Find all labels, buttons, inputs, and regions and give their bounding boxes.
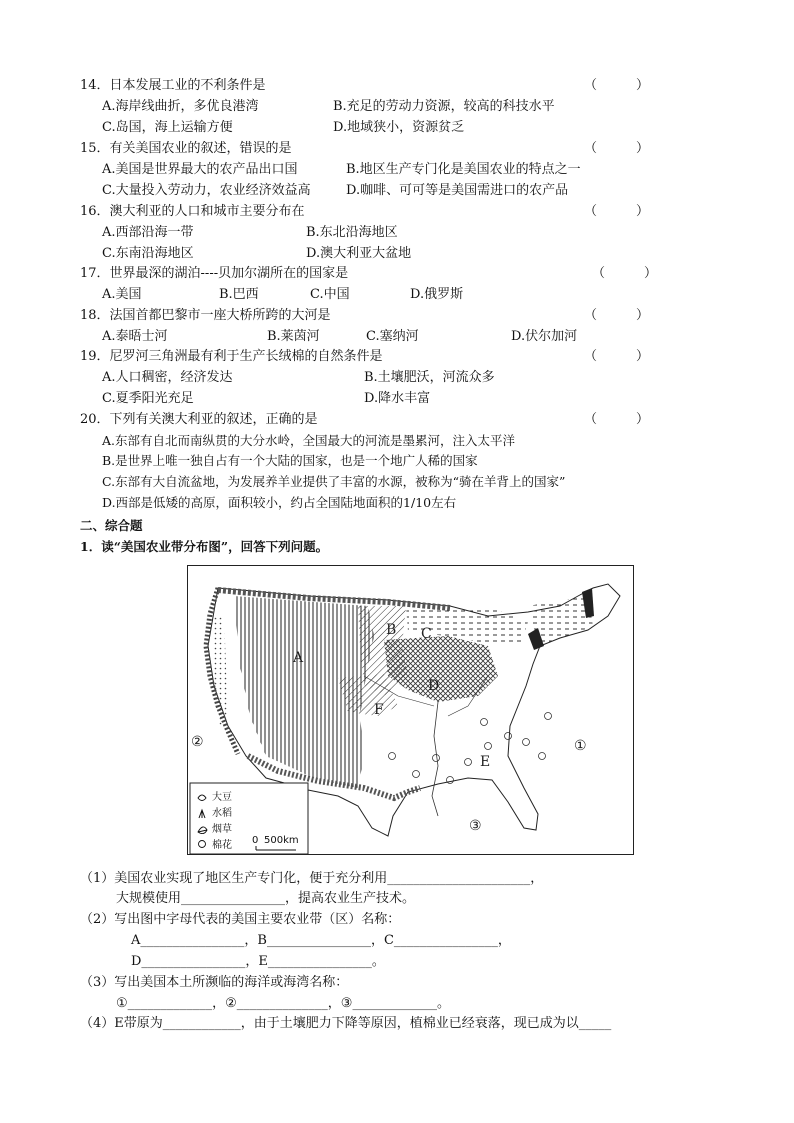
option-d: D.伏尔加河 — [511, 329, 578, 344]
option-b: B.地区生产专门化是美国农业的特点之一 — [346, 162, 581, 177]
answer-paren: （ ） — [584, 141, 650, 156]
option-c: C.大量投入劳动力，农业经济效益高 — [102, 183, 311, 198]
option-d: D.西部是低矮的高原，面积较小，约占全国陆地面积的1/10左右 — [102, 495, 457, 510]
subq-4: （4）E带原为____________，由于土壤肥力下降等原因，植棉业已经衰落，现已成为以_____ — [80, 1016, 612, 1031]
subq-2: （2）写出图中字母代表的美国主要农业带（区）名称： — [80, 912, 401, 927]
map-letter-c: C — [421, 626, 432, 642]
answer-paren: （ ） — [584, 412, 650, 427]
legend-label-soybean: 大豆 — [212, 792, 232, 803]
subq-2-line-2: D________________，E________________。 — [131, 954, 385, 969]
option-d: D.地域狭小，资源贫乏 — [333, 120, 465, 135]
map-letter-b: B — [386, 622, 397, 638]
legend-label-cotton: 棉花 — [212, 840, 232, 851]
option-a: A.东部有自北而南纵贯的大分水岭，全国最大的河流是墨累河，注入太平洋 — [102, 433, 516, 448]
option-d: D.澳大利亚大盆地 — [306, 246, 412, 261]
option-a: A.西部沿海一带 — [102, 225, 194, 240]
map-letter-e: E — [480, 754, 491, 770]
option-a: A.美国是世界最大的农产品出口国 — [102, 162, 298, 177]
option-c: C.岛国，海上运输方便 — [102, 120, 233, 135]
option-d: D.俄罗斯 — [410, 287, 464, 302]
us-agriculture-belt-map — [187, 565, 634, 855]
map-legend — [190, 783, 308, 854]
option-c: C.中国 — [310, 287, 350, 302]
option-a: A.人口稠密，经济发达 — [102, 370, 233, 385]
subq-3-line-1: ①_____________，②______________，③_____________。 — [116, 996, 450, 1011]
scale-label: 500km — [264, 835, 299, 846]
option-a: A.海岸线曲折，多优良港湾 — [102, 99, 259, 114]
option-b: B.是世界上唯一独自占有一个大陆的国家，也是一个地广人稀的国家 — [102, 453, 478, 468]
option-c: C.夏季阳光充足 — [102, 391, 194, 406]
question-stem: 19．尼罗河三角洲最有利于生产长绒棉的自然条件是 — [80, 349, 383, 364]
question-stem: 17．世界最深的湖泊----贝加尔湖所在的国家是 — [80, 266, 349, 281]
question-stem: 18．法国首都巴黎市一座大桥所跨的大河是 — [80, 308, 331, 323]
answer-paren: （ ） — [584, 308, 650, 323]
option-a: A.美国 — [102, 287, 142, 302]
option-c: C.塞纳河 — [366, 329, 419, 344]
option-b: B.充足的劳动力资源，较高的科技水平 — [333, 99, 555, 114]
question-stem: 16．澳大利亚的人口和城市主要分布在 — [80, 204, 305, 219]
map-letter-f: F — [374, 702, 384, 718]
option-d: D.咖啡、可可等是美国需进口的农产品 — [346, 183, 569, 198]
option-b: B.东北沿海地区 — [306, 225, 398, 240]
subq-1-line-1: （1）美国农业实现了地区生产专门化，便于充分利用______________________， — [80, 871, 544, 886]
question-stem: 15．有关美国农业的叙述，错误的是 — [80, 141, 292, 156]
option-b: B.土壤肥沃，河流众多 — [364, 370, 495, 385]
answer-paren: （ ） — [584, 349, 650, 364]
question-stem: 20．下列有关澳大利亚的叙述，正确的是 — [80, 412, 318, 427]
map-letter-d: D — [428, 678, 440, 694]
subq-1-line-2: 大规模使用________________，提高农业生产技术。 — [116, 891, 416, 906]
subq-3: （3）写出美国本土所濒临的海洋或海湾名称： — [80, 975, 349, 990]
circled-number-1: ① — [574, 738, 587, 754]
question-stem: 14．日本发展工业的不利条件是 — [80, 78, 266, 93]
circled-number-3: ③ — [469, 818, 482, 834]
answer-paren: （ ） — [592, 266, 658, 281]
option-c: C.东南沿海地区 — [102, 246, 194, 261]
option-a: A.泰晤士河 — [102, 329, 168, 344]
question-1-title: 1．读“美国农业带分布图”，回答下列问题。 — [80, 539, 329, 554]
scale-zero: 0 — [252, 835, 259, 846]
option-b: B.莱茵河 — [267, 329, 320, 344]
circled-number-2: ② — [191, 734, 204, 750]
map-letter-a: A — [293, 650, 304, 666]
subq-2-line-1: A________________，B________________，C________________， — [131, 933, 511, 948]
option-d: D.降水丰富 — [364, 391, 431, 406]
legend-label-tobacco: 烟草 — [212, 824, 232, 835]
answer-paren: （ ） — [584, 204, 650, 219]
section-title: 二、综合题 — [80, 518, 143, 533]
legend-label-rice: 水稻 — [212, 808, 232, 819]
option-b: B.巴西 — [219, 287, 259, 302]
option-c: C.东部有大自流盆地，为发展养羊业提供了丰富的水源，被称为“骑在羊背上的国家” — [102, 474, 566, 489]
answer-paren: （ ） — [584, 78, 650, 93]
